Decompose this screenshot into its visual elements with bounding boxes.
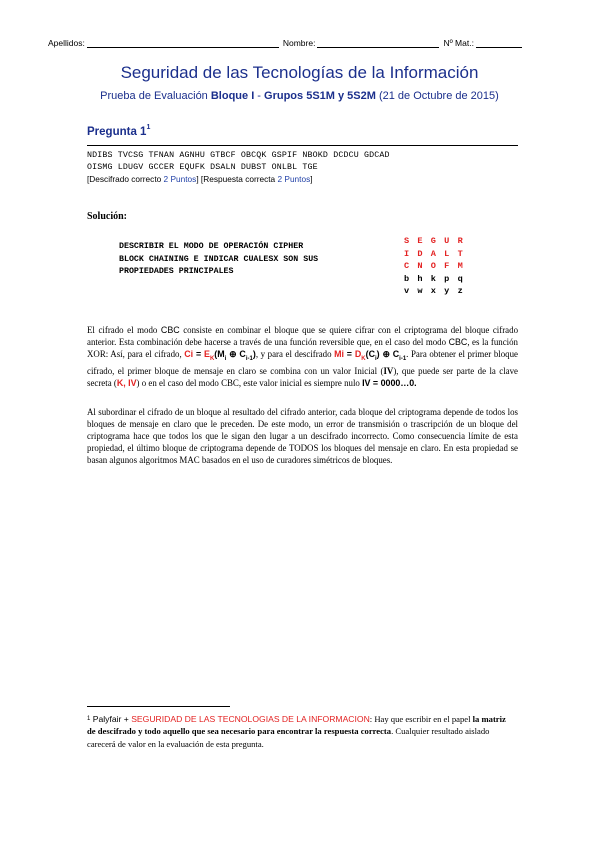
explanation-paragraph-2: Al subordinar el cifrado de un bloque al resultado del cifrado anterior, cada bloque del criptograma depende de todos los bloques de mensaje en claro que le preceden. De este modo, un error de transmisión o trascripción de un bloque del criptograma hace que todos los que le sigan den lugar a un descifrado incorrecto. Como consecuencia límite de esta propiedad, el último bloque de criptograma depende de TODOS los bloques del mensaje en claro. En esta propiedad se basan algunos algoritmos MAC basados en el uso de curadores simétricos de bloques. [87, 407, 518, 465]
playfair-cell: E [417, 236, 423, 246]
plaintext [119, 241, 399, 279]
playfair-cell: S [404, 236, 410, 246]
solution-label: Solución: [87, 211, 128, 222]
f1-im1: i-1 [245, 355, 253, 362]
playfair-cell: z [457, 286, 463, 297]
playfair-cell: q [457, 273, 463, 284]
f1-xor: ⊕ C [226, 349, 246, 359]
playfair-cell: U [444, 236, 450, 246]
subtitle-bloque: Bloque I [210, 90, 255, 102]
p1-key-iv: K, IV [116, 377, 137, 388]
f2-xor: ⊕ C [379, 349, 400, 359]
playfair-matrix [404, 235, 471, 298]
subtitle-grupos: Grupos 5S1M y 5S2M [264, 90, 376, 102]
footnote-text-3: : Hay que escribir en el papel [369, 714, 473, 724]
playfair-cell: v [404, 286, 410, 297]
f2-d: D [354, 349, 362, 359]
f1-open: (M [214, 349, 225, 359]
apellidos-label: Apellidos: [48, 38, 85, 48]
footnote-mark: 1 [87, 716, 91, 722]
scoring-info [87, 174, 313, 184]
footnote-text-1: Palyfair + [90, 714, 132, 724]
playfair-cell: A [430, 248, 436, 259]
playfair-row [404, 285, 471, 298]
playfair-cell: R [457, 236, 463, 246]
playfair-cell: O [430, 261, 436, 272]
playfair-cell: N [417, 261, 423, 272]
playfair-row [404, 273, 471, 286]
p1-text-3: , es la función XOR: Así, para el cifrado, [87, 337, 518, 359]
nombre-field [317, 38, 439, 48]
question-divider [87, 145, 518, 146]
footnote-emphasis: la matriz de descifrado y todo aquello que sea necesario para encontrar la respuesta correcta [87, 714, 506, 737]
formula-encrypt [184, 349, 256, 362]
playfair-cell: I [404, 248, 410, 259]
p1-cbc-1: CBC [160, 325, 180, 335]
ciphertext-line-1: NDIBS TVCSG TFNAN AGNHU GTBCF OBCQK GSPIF NBOKD DCDCU GDCAD [87, 151, 390, 160]
playfair-cell: G [430, 236, 436, 246]
matricula-field [476, 38, 522, 48]
student-header [48, 38, 551, 48]
p1-text-4: , y para el descifrado [255, 349, 335, 359]
scoring-points-1: 2 Puntos [163, 174, 197, 184]
p1-text-5: . Para obtener el primer bloque cifrado, el primer bloque de mensaje en claro se combina con un valor Inicial ( [87, 349, 518, 376]
f2-mi: Mi [334, 349, 344, 359]
footnote-ref: 1 [146, 124, 151, 131]
f1-eq: = [193, 349, 205, 359]
scoring-text-2: ] [Respuesta correcta [196, 174, 278, 184]
p1-text-7: ) o en el caso del modo CBC, este valor inicial es siempre nulo [136, 377, 363, 388]
formula-decrypt [334, 349, 407, 362]
nombre-label: Nombre: [282, 38, 316, 48]
f1-k: K [209, 355, 215, 362]
p1-text-6: ), que puede ser parte de la clave secreta ( [87, 365, 518, 388]
p1-cbc-2: CBC [448, 337, 468, 347]
f1-e: E [204, 349, 210, 359]
footnote-divider [87, 706, 230, 707]
footnote [87, 713, 507, 750]
playfair-cell: h [417, 273, 423, 284]
page-title: Seguridad de las Tecnologías de la Información [120, 63, 479, 82]
playfair-cell: x [430, 286, 436, 297]
subtitle-date: (21 de Octubre de 2015) [375, 90, 499, 102]
f2-i: i [374, 355, 377, 362]
playfair-cell: b [404, 273, 410, 284]
footnote-subject: SEGURIDAD DE LAS TECNOLOGIAS DE LA INFORMACION [131, 714, 370, 724]
playfair-row [404, 235, 471, 248]
subtitle-prefix: Prueba de Evaluación [100, 90, 211, 102]
f2-eq: = [343, 349, 355, 359]
apellidos-field [87, 38, 279, 48]
playfair-cell: D [417, 248, 423, 259]
plaintext-line-3: PROPIEDADES PRINCIPALES [119, 267, 234, 276]
explanation-paragraph-1 [87, 324, 518, 389]
f2-close: ) [376, 349, 380, 359]
f1-close: ) [252, 349, 256, 359]
playfair-cell: p [444, 273, 450, 284]
playfair-cell: C [404, 261, 410, 272]
playfair-cell: w [417, 286, 423, 297]
playfair-row [404, 260, 471, 273]
scoring-text-3: ] [310, 174, 313, 184]
page-subtitle [0, 90, 599, 102]
f2-open: (C [365, 349, 375, 359]
p1-text-1: El cifrado el modo [87, 325, 161, 335]
f1-i: i [224, 355, 227, 362]
f2-k: K [361, 355, 366, 362]
playfair-cell: T [457, 248, 463, 259]
playfair-row [404, 248, 471, 261]
subtitle-sep: - [254, 90, 265, 102]
playfair-cell: F [444, 261, 450, 272]
playfair-cell: M [457, 261, 463, 272]
p1-text-2: consiste en combinar el bloque que se quiere cifrar con el criptograma del bloque cifrado anterior. Esta combinación debe hacerse a través de una función reversible que, en el caso del modo [87, 325, 519, 347]
question-title [87, 126, 150, 138]
f1-ci: Ci [184, 349, 194, 359]
question-title-text: Pregunta 1 [87, 126, 147, 138]
playfair-cell: y [444, 286, 450, 297]
matricula-label: Nº Mat.: [443, 38, 474, 48]
p1-iv: IV [383, 365, 394, 376]
plaintext-line-2: BLOCK CHAINING E INDICAR CUALESX SON SUS [119, 254, 319, 264]
scoring-text-1: [Descifrado correcto [87, 174, 164, 184]
playfair-cell: L [444, 248, 450, 259]
scoring-points-2: 2 Puntos [277, 174, 311, 184]
plaintext-line-1: DESCRIBIR EL MODO DE OPERACIÓN CIPHER [119, 242, 304, 251]
f2-im1: i-1 [399, 355, 407, 362]
playfair-cell: k [430, 273, 436, 284]
ciphertext-line-2: OISMG LDUGV GCCER EQUFK DSALN DUBST ONLBL TGE [87, 163, 318, 172]
ciphertext [87, 150, 527, 174]
p1-iv-zero: IV = 0000…0. [362, 377, 417, 388]
footnote-text-5: . Cualquier resultado aislado carecerá de valor en la evaluación de esta pregunta. [87, 726, 490, 749]
